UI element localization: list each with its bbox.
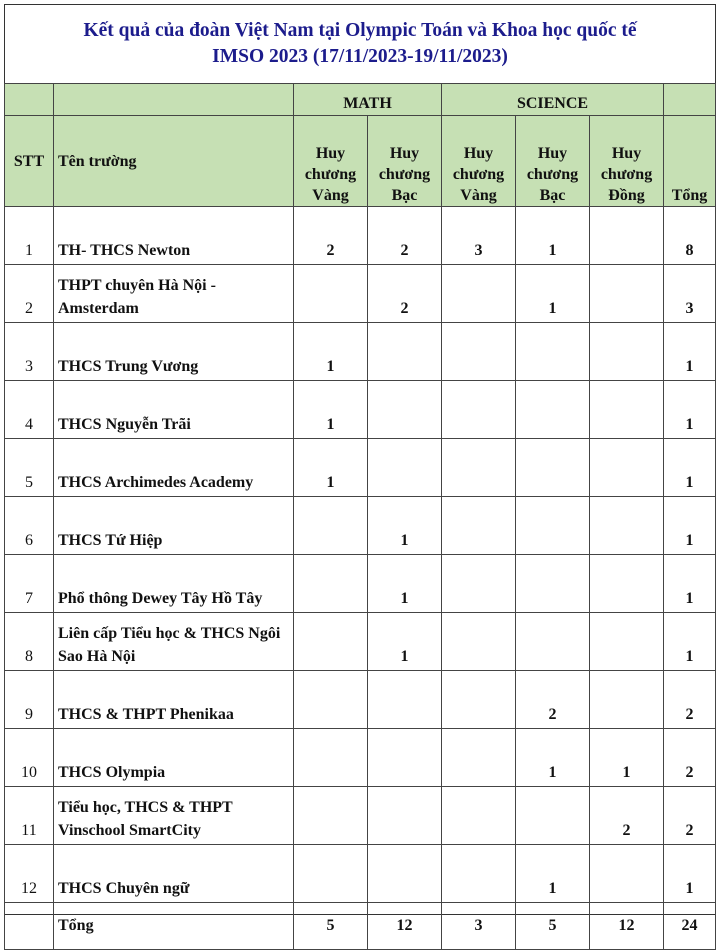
total-count-cell: 24 (664, 903, 716, 950)
row-total-cell: 1 (664, 381, 716, 439)
stt-cell: 4 (5, 381, 54, 439)
medal-count-cell (590, 381, 664, 439)
total-count-cell: 5 (516, 903, 590, 950)
medal-count-cell: 1 (368, 497, 442, 555)
medal-count-cell (368, 439, 442, 497)
title-line-1: Kết quả của đoàn Việt Nam tại Olympic Toán và Khoa học quốc tế (83, 20, 637, 41)
header-word: chương (452, 166, 505, 183)
totals-label: Tổng (54, 903, 294, 950)
medal-count-cell (294, 555, 368, 613)
table-row (5, 555, 716, 613)
medal-count-cell (590, 845, 664, 903)
school-name-cell: THCS & THPT Phenikaa (54, 671, 294, 729)
total-header: Tổng (664, 116, 716, 207)
medal-count-cell (442, 381, 516, 439)
science-header: SCIENCE (442, 84, 664, 116)
stt-cell: 8 (5, 613, 54, 671)
stt-cell: 5 (5, 439, 54, 497)
medal-column-header (442, 116, 516, 207)
medal-count-cell (590, 497, 664, 555)
medal-column-header (590, 116, 664, 207)
table-row (5, 729, 716, 787)
stt-cell: 7 (5, 555, 54, 613)
table-row (5, 439, 716, 497)
medal-count-cell: 2 (590, 787, 664, 845)
stt-cell: 11 (5, 787, 54, 845)
school-name-cell: THCS Trung Vương (54, 323, 294, 381)
stt-header: STT (5, 116, 54, 207)
school-name-cell: THCS Chuyên ngữ (54, 845, 294, 903)
row-total-cell: 1 (664, 439, 716, 497)
medal-count-cell (442, 613, 516, 671)
row-total-cell: 1 (664, 323, 716, 381)
row-total-cell: 1 (664, 497, 716, 555)
header-word: Đồng (608, 187, 645, 204)
medal-count-cell: 1 (368, 555, 442, 613)
school-name-cell: TH- THCS Newton (54, 207, 294, 265)
medal-count-cell: 1 (368, 613, 442, 671)
empty-cell (54, 84, 294, 116)
medal-count-cell (294, 729, 368, 787)
stt-cell: 3 (5, 323, 54, 381)
medal-count-cell (442, 787, 516, 845)
medal-count-cell: 2 (294, 207, 368, 265)
medal-column-header (294, 116, 368, 207)
medal-count-cell (516, 555, 590, 613)
medal-count-cell (590, 613, 664, 671)
medal-count-cell (590, 555, 664, 613)
header-word: Huy (611, 145, 642, 162)
header-word: Huy (463, 145, 494, 162)
medal-count-cell (294, 671, 368, 729)
medal-count-cell (442, 729, 516, 787)
school-name-cell: Liên cấp Tiểu học & THCS Ngôi Sao Hà Nội (54, 613, 294, 671)
medal-count-cell (442, 323, 516, 381)
row-total-cell: 2 (664, 787, 716, 845)
stt-cell: 12 (5, 845, 54, 903)
total-count-cell: 5 (294, 903, 368, 950)
table-row (5, 613, 716, 671)
medal-count-cell (516, 439, 590, 497)
medal-count-cell (294, 845, 368, 903)
medal-count-cell (516, 323, 590, 381)
medal-count-cell: 1 (516, 845, 590, 903)
medal-count-cell (516, 787, 590, 845)
header-word: Huy (315, 145, 346, 162)
medal-count-cell: 3 (442, 207, 516, 265)
school-name-cell: THCS Archimedes Academy (54, 439, 294, 497)
medal-count-cell: 1 (294, 439, 368, 497)
header-word: chương (526, 166, 579, 183)
medal-count-cell (442, 497, 516, 555)
column-header-row (5, 116, 716, 207)
medal-column-header (516, 116, 590, 207)
medal-count-cell (590, 265, 664, 323)
header-word: Bạc (391, 187, 418, 204)
header-word: chương (304, 166, 357, 183)
medal-count-cell: 2 (368, 265, 442, 323)
school-name-cell: Phổ thông Dewey Tây Hồ Tây (54, 555, 294, 613)
medal-count-cell (442, 555, 516, 613)
medal-count-cell: 1 (294, 381, 368, 439)
row-total-cell: 1 (664, 845, 716, 903)
total-count-cell: 3 (442, 903, 516, 950)
medal-count-cell (590, 207, 664, 265)
row-total-cell: 1 (664, 555, 716, 613)
medal-count-cell: 2 (516, 671, 590, 729)
table-row (5, 323, 716, 381)
header-word: Vàng (460, 187, 497, 204)
empty-cell (5, 903, 54, 950)
medal-count-cell (590, 439, 664, 497)
medal-count-cell: 1 (294, 323, 368, 381)
group-header-row (5, 84, 716, 116)
total-count-cell: 12 (368, 903, 442, 950)
table-row (5, 497, 716, 555)
medal-count-cell (368, 787, 442, 845)
medal-count-cell (590, 671, 664, 729)
row-total-cell: 8 (664, 207, 716, 265)
medal-count-cell (442, 845, 516, 903)
header-word: chương (600, 166, 653, 183)
header-word: Bạc (539, 187, 566, 204)
medal-count-cell (294, 265, 368, 323)
medal-count-cell (368, 729, 442, 787)
medal-count-cell: 1 (516, 729, 590, 787)
medal-count-cell (516, 613, 590, 671)
medal-count-cell (516, 497, 590, 555)
medal-count-cell (590, 323, 664, 381)
medal-count-cell (294, 787, 368, 845)
medal-count-cell (368, 845, 442, 903)
medal-count-cell (368, 323, 442, 381)
header-word: Huy (389, 145, 420, 162)
stt-cell: 10 (5, 729, 54, 787)
medal-count-cell (368, 381, 442, 439)
table-row (5, 845, 716, 903)
empty-cell (664, 84, 716, 116)
medal-count-cell: 1 (516, 265, 590, 323)
school-name-cell: THCS Nguyễn Trãi (54, 381, 294, 439)
header-word: Vàng (312, 187, 349, 204)
document-title (5, 5, 715, 83)
row-total-cell: 3 (664, 265, 716, 323)
total-count-cell: 12 (590, 903, 664, 950)
school-name-cell: THPT chuyên Hà Nội - Amsterdam (54, 265, 294, 323)
title-line-2: IMSO 2023 (17/11/2023-19/11/2023) (212, 46, 508, 67)
empty-cell (5, 84, 54, 116)
stt-cell: 6 (5, 497, 54, 555)
row-total-cell: 1 (664, 613, 716, 671)
medal-count-cell (368, 671, 442, 729)
medal-count-cell: 1 (516, 207, 590, 265)
medal-count-cell: 1 (590, 729, 664, 787)
school-name-header: Tên trường (54, 116, 294, 207)
table-row (5, 787, 716, 845)
school-name-cell: THCS Tứ Hiệp (54, 497, 294, 555)
medal-count-cell (442, 439, 516, 497)
results-document (4, 4, 716, 934)
table-row (5, 671, 716, 729)
table-row (5, 265, 716, 323)
medal-count-cell: 2 (368, 207, 442, 265)
table-row (5, 207, 716, 265)
row-total-cell: 2 (664, 729, 716, 787)
school-name-cell: THCS Olympia (54, 729, 294, 787)
medal-count-cell (442, 671, 516, 729)
totals-row (5, 903, 716, 950)
results-table (4, 83, 716, 950)
header-word: Huy (537, 145, 568, 162)
math-header: MATH (294, 84, 442, 116)
medal-column-header (368, 116, 442, 207)
stt-cell: 9 (5, 671, 54, 729)
stt-cell: 2 (5, 265, 54, 323)
medal-count-cell (294, 497, 368, 555)
stt-cell: 1 (5, 207, 54, 265)
table-row (5, 381, 716, 439)
header-word: chương (378, 166, 431, 183)
medal-count-cell (516, 381, 590, 439)
row-total-cell: 2 (664, 671, 716, 729)
medal-count-cell (442, 265, 516, 323)
school-name-cell: Tiểu học, THCS & THPT Vinschool SmartCity (54, 787, 294, 845)
medal-count-cell (294, 613, 368, 671)
